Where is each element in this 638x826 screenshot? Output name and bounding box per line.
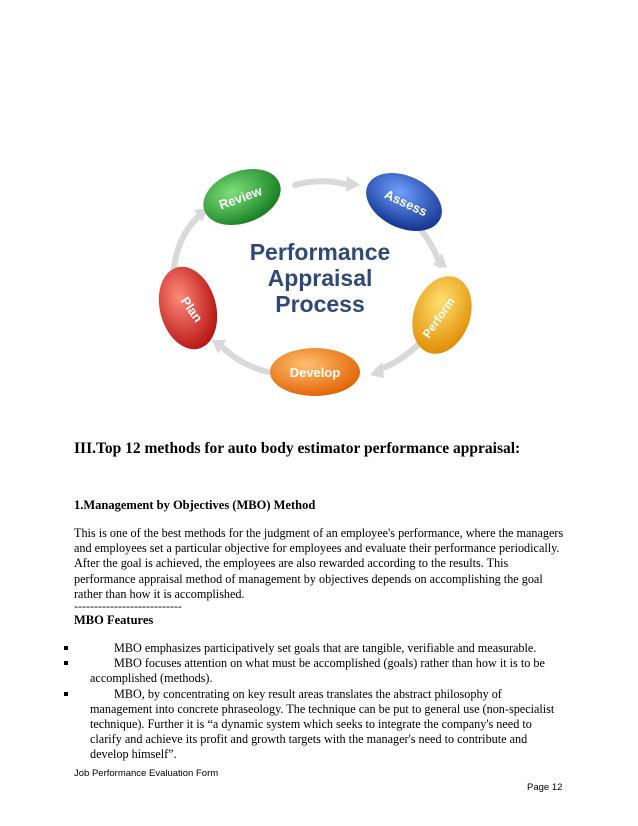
diagram-center-line-2: Appraisal <box>267 265 373 291</box>
list-item: MBO focuses attention on what must be accomplished (goals) rather than how it is to be accomplished (methods). <box>74 656 566 686</box>
bullet-icon <box>64 646 68 650</box>
list-item: MBO, by concentrating on key result areas translates the abstract philosophy of management into concrete phraseology. The technique can be put to general use (non-specialist technique). Further it is “a dynamic system which seeks to integrate the company's need to clarify and achieve its profit and growth targets with the manager's need to contribute and develop himself”. <box>74 687 566 763</box>
svg-text:Plan: Plan <box>177 293 206 325</box>
step-review <box>196 160 289 235</box>
diagram-center-line-1: Performance <box>249 239 391 265</box>
footer-document-title: Job Performance Evaluation Form <box>74 768 219 779</box>
bullet-icon <box>64 692 68 696</box>
diagram-center-line-3: Process <box>275 291 365 317</box>
performance-appraisal-process-diagram <box>150 160 490 410</box>
step-develop <box>270 348 360 396</box>
method-description: This is one of the best methods for the judgment of an employee's performance, where the managers and employees set a particular objective for employees and evaluate their performance periodically. After the goal is achieved, the employees are also rewarded according to the results. This performance appraisal method of management by objectives depends on accomplishing the goal rather than how it is accomplished. <box>74 526 564 601</box>
separator-line: --------------------------- <box>74 599 182 613</box>
svg-text:Review: Review <box>216 183 265 213</box>
svg-text:Perform: Perform <box>419 294 458 341</box>
section-title: III.Top 12 methods for auto body estimator performance appraisal: <box>74 440 521 457</box>
page-number: Page 12 <box>527 782 563 793</box>
step-assess <box>357 162 451 243</box>
list-item: MBO emphasizes participatively set goals that are tangible, verifiable and measurable. <box>74 641 566 656</box>
method-title: 1.Management by Objectives (MBO) Method <box>74 498 316 512</box>
features-title: MBO Features <box>74 613 154 627</box>
svg-text:Develop: Develop <box>289 365 341 380</box>
features-list <box>74 641 566 763</box>
bullet-icon <box>64 661 68 665</box>
svg-text:Assess: Assess <box>382 186 430 220</box>
